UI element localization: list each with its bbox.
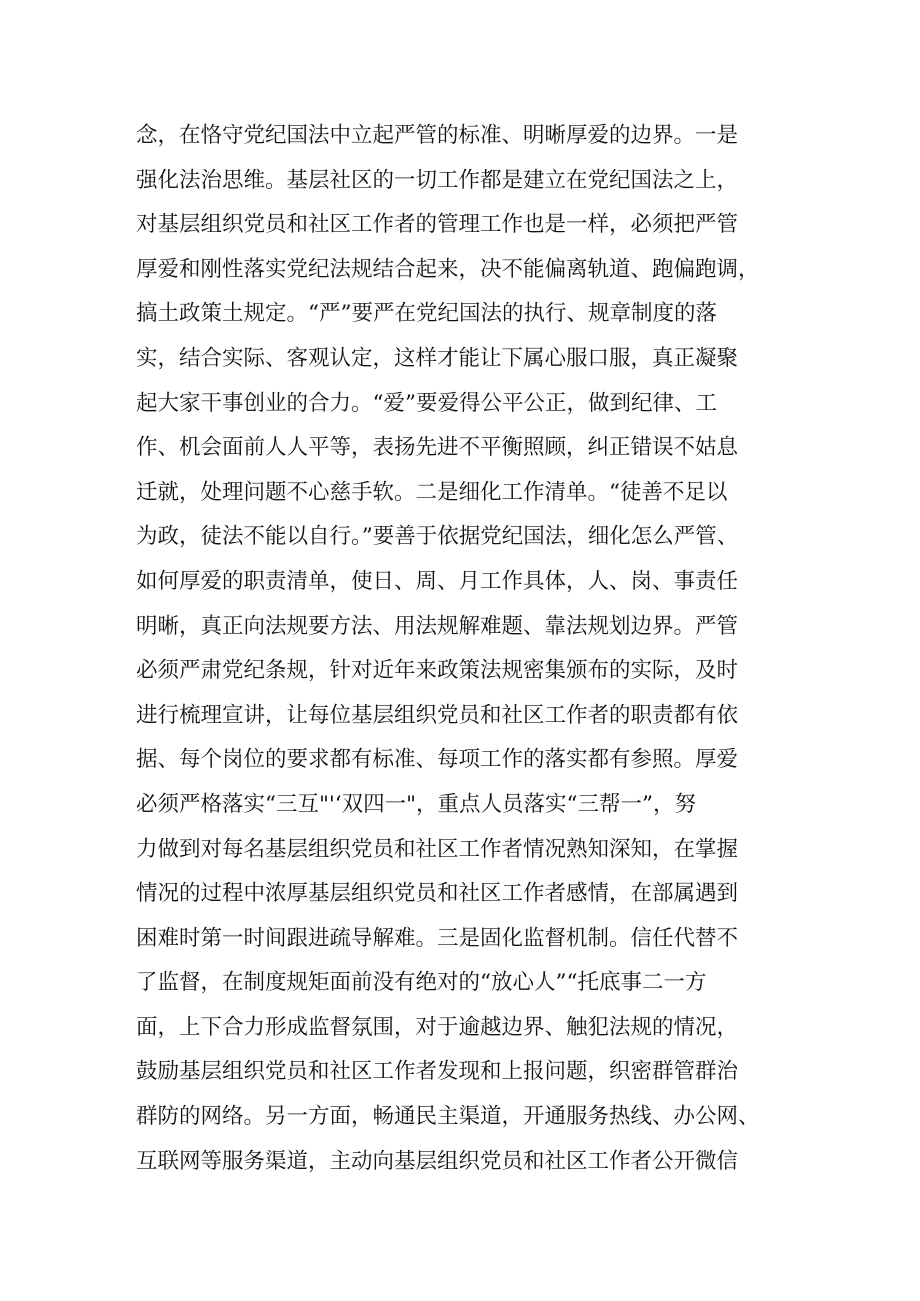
text-line-17: 力做到对每名基层组织党员和社区工作者情况熟知深知，在掌握 — [136, 836, 739, 862]
text-line-3: 对基层组织党员和社区工作者的管理工作也是一样，必须把严管 — [136, 212, 739, 238]
text-line-11: 如何厚爱的职责清单，使日、周、月工作具体，人、岗、事责任 — [136, 568, 739, 594]
text-line-2: 强化法治思维。基层社区的一切工作都是建立在党纪国法之上， — [136, 167, 739, 193]
text-line-14: 进行梳理宣讲，让每位基层组织党员和社区工作者的职责都有依 — [136, 702, 739, 728]
text-line-6: 实，结合实际、客观认定，这样才能让下属心服口服，真正凝聚 — [136, 345, 739, 371]
text-line-12: 明晰，真正向法规要方法、用法规解难题、靠法规划边界。严管 — [136, 613, 739, 639]
text-line-7: 起大家干事创业的合力。“爱”要爱得公平公正，做到纪律、工 — [136, 390, 717, 416]
text-line-10: 为政，徒法不能以自行。”要善于依据党纪国法，细化怎么严管、 — [136, 524, 739, 550]
text-line-16: 必须严格落实“三互"'‘双四一"，重点人员落实“三帮一”，努 — [136, 791, 696, 817]
text-line-8: 作、机会面前人人平等，表扬先进不平衡照顾，纠正错误不姑息 — [136, 435, 739, 461]
text-line-20: 了监督，在制度规矩面前没有绝对的“放心人”“托底事二一方 — [136, 970, 707, 996]
text-line-9: 迁就，处理问题不心慈手软。二是细化工作清单。“徒善不足以 — [136, 479, 728, 505]
body-paragraph — [136, 114, 806, 1184]
text-line-15: 据、每个岗位的要求都有标准、每项工作的落实都有参照。厚爱 — [136, 747, 739, 773]
text-line-1: 念，在恪守党纪国法中立起严管的标准、明晰厚爱的边界。一是 — [136, 123, 739, 148]
text-line-13: 必须严肃党纪条规，针对近年来政策法规密集颁布的实际，及时 — [136, 658, 739, 684]
text-line-21: 面，上下合力形成监督氛围，对于逾越边界、触犯法规的情况， — [136, 1014, 739, 1040]
text-line-4: 厚爱和刚性落实党纪法规结合起来，决不能偏离轨道、跑偏跑调， — [136, 256, 760, 282]
text-line-22: 鼓励基层组织党员和社区工作者发现和上报问题，织密群管群治 — [136, 1059, 739, 1085]
text-line-19: 困难时第一时间跟进疏导解难。三是固化监督机制。信任代替不 — [136, 925, 739, 951]
text-line-24: 互联网等服务渠道，主动向基层组织党员和社区工作者公开微信 — [136, 1148, 739, 1174]
text-line-23: 群防的网络。另一方面，畅通民主渠道，开通服务热线、办公网、 — [136, 1104, 760, 1130]
text-line-5: 搞土政策土规定。“严”要严在党纪国法的执行、规章制度的落 — [136, 301, 717, 327]
text-line-18: 情况的过程中浓厚基层组织党员和社区工作者感情，在部属遇到 — [136, 881, 739, 907]
